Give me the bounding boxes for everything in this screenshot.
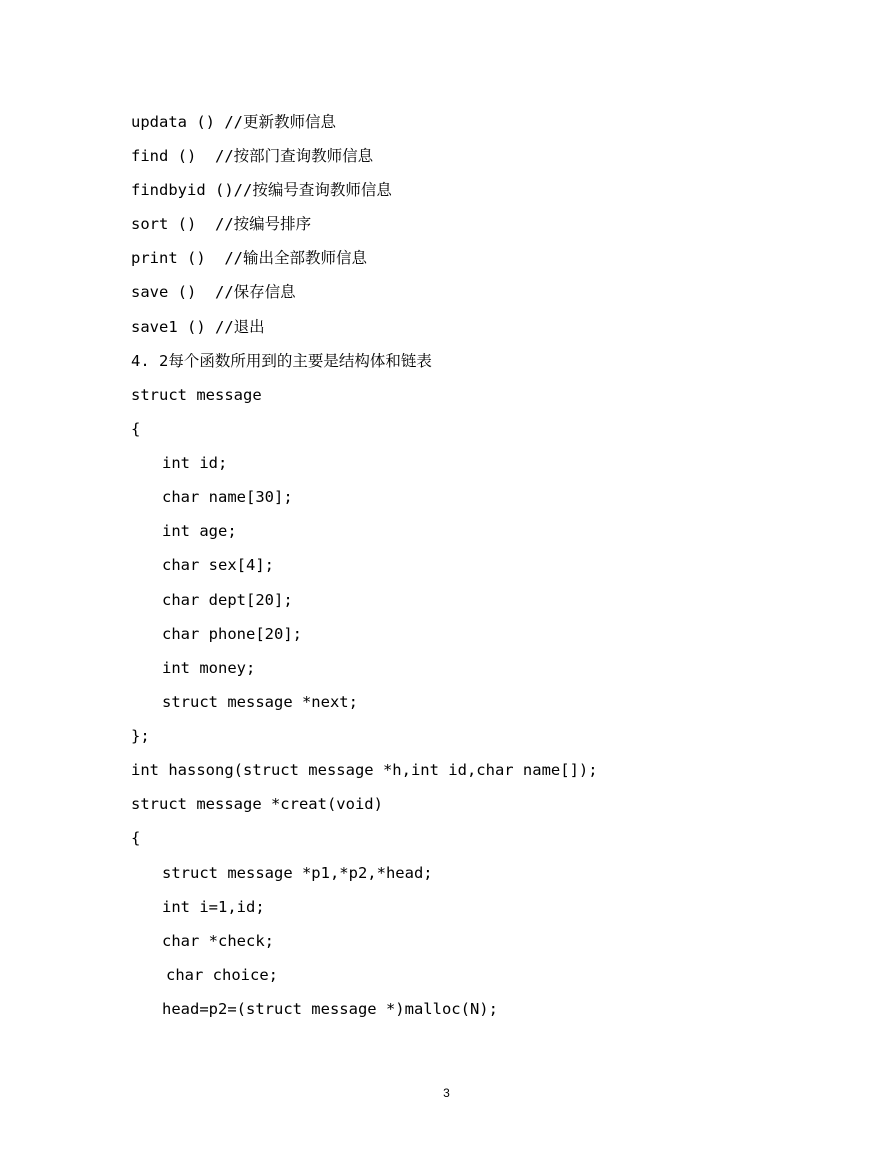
code-line-creat-signature: struct message *creat(void)	[131, 795, 383, 813]
code-line-pointer-decl: struct message *p1,*p2,*head;	[162, 864, 433, 882]
code-line-find: find () //按部门查询教师信息	[131, 147, 374, 165]
code-line-open-brace: {	[131, 420, 141, 438]
code-line-malloc: head=p2=(struct message *)malloc(N);	[162, 1000, 498, 1018]
code-line-findbyid: findbyid ()//按编号查询教师信息	[131, 181, 392, 199]
code-line-field-age: int age;	[162, 522, 237, 540]
code-line-int-decl: int i=1,id;	[162, 898, 265, 916]
code-line-print: print () //输出全部教师信息	[131, 249, 367, 267]
code-line-choice-decl: char choice;	[166, 966, 278, 984]
code-line-field-id: int id;	[162, 454, 228, 472]
code-line-struct-decl: struct message	[131, 386, 262, 404]
code-line-save: save () //保存信息	[131, 283, 296, 301]
page-number: 3	[443, 1086, 450, 1100]
code-line-close-brace: };	[131, 727, 150, 745]
code-line-field-next: struct message *next;	[162, 693, 358, 711]
code-line-field-dept: char dept[20];	[162, 591, 293, 609]
code-line-hassong-prototype: int hassong(struct message *h,int id,char name[]);	[131, 761, 598, 779]
code-line-field-sex: char sex[4];	[162, 556, 274, 574]
code-line-creat-open-brace: {	[131, 829, 141, 847]
code-line-sort: sort () //按编号排序	[131, 215, 312, 233]
code-line-updata: updata () //更新教师信息	[131, 113, 336, 131]
code-line-field-phone: char phone[20];	[162, 625, 302, 643]
code-line-save1: save1 () //退出	[131, 318, 265, 336]
section-heading: 4. 2每个函数所用到的主要是结构体和链表	[131, 352, 432, 370]
code-line-field-name: char name[30];	[162, 488, 293, 506]
code-line-field-money: int money;	[162, 659, 256, 677]
code-line-check-decl: char *check;	[162, 932, 274, 950]
